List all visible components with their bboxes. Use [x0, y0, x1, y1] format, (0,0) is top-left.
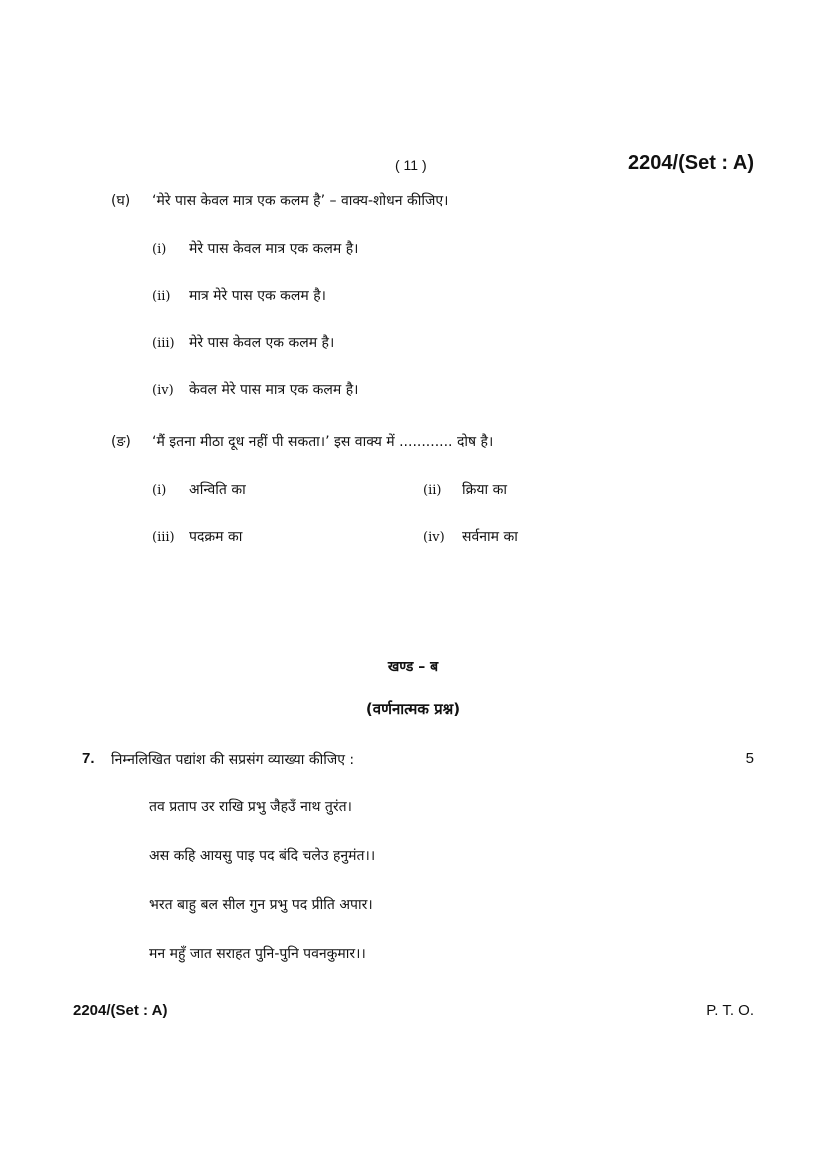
- question-gha-label: (घ): [111, 193, 131, 209]
- page-number: ( 11 ): [395, 157, 427, 173]
- verse-line-3: भरत बाहु बल सील गुन प्रभु पद प्रीति अपार।: [149, 897, 373, 913]
- option-nga-3-text: पदक्रम का: [189, 529, 243, 545]
- option-gha-1-number: (i): [152, 242, 167, 257]
- option-nga-4-number: (iv): [423, 530, 445, 545]
- verse-line-2: अस कहि आयसु पाइ पद बंदि चलेउ हनुमंत।।: [149, 848, 376, 864]
- option-gha-3-text: मेरे पास केवल एक कलम है।: [189, 335, 335, 351]
- option-gha-2-number: (ii): [152, 289, 171, 304]
- option-nga-3-number: (iii): [152, 530, 175, 545]
- option-nga-1-text: अन्विति का: [189, 482, 246, 498]
- question-gha-text: ‘मेरे पास केवल मात्र एक कलम है’ – वाक्य-शोधन कीजिए।: [152, 193, 449, 209]
- section-title: खण्ड – ब: [387, 659, 439, 675]
- question-7-text: निम्नलिखित पद्यांश की सप्रसंग व्याख्या कीजिए :: [111, 752, 355, 768]
- question-nga-label: (ङ): [111, 434, 131, 450]
- option-nga-2-text: क्रिया का: [462, 482, 507, 498]
- option-nga-1-number: (i): [152, 483, 167, 498]
- pto-label: P. T. O.: [706, 1002, 754, 1019]
- option-gha-4-number: (iv): [152, 383, 174, 398]
- verse-line-4: मन महुँ जात सराहत पुनि-पुनि पवनकुमार।।: [149, 946, 366, 962]
- option-gha-2-text: मात्र मेरे पास एक कलम है।: [189, 288, 326, 304]
- question-7-marks: 5: [745, 750, 754, 767]
- paper-code-footer: 2204/(Set : A): [73, 1002, 168, 1019]
- question-nga-text: ‘मैं इतना मीठा दूध नहीं पी सकता।’ इस वाक्य में ............ दोष है।: [152, 434, 494, 450]
- verse-line-1: तव प्रताप उर राखि प्रभु जैहउँ नाथ तुरंत।: [149, 799, 352, 815]
- option-gha-4-text: केवल मेरे पास मात्र एक कलम है।: [189, 382, 359, 398]
- option-nga-4-text: सर्वनाम का: [462, 529, 518, 545]
- option-gha-3-number: (iii): [152, 336, 175, 351]
- question-7-number: 7.: [82, 750, 95, 767]
- option-nga-2-number: (ii): [423, 483, 442, 498]
- paper-code-header: 2204/(Set : A): [628, 152, 754, 174]
- section-subtitle: (वर्णनात्मक प्रश्न): [365, 700, 461, 718]
- option-gha-1-text: मेरे पास केवल मात्र एक कलम है।: [189, 241, 359, 257]
